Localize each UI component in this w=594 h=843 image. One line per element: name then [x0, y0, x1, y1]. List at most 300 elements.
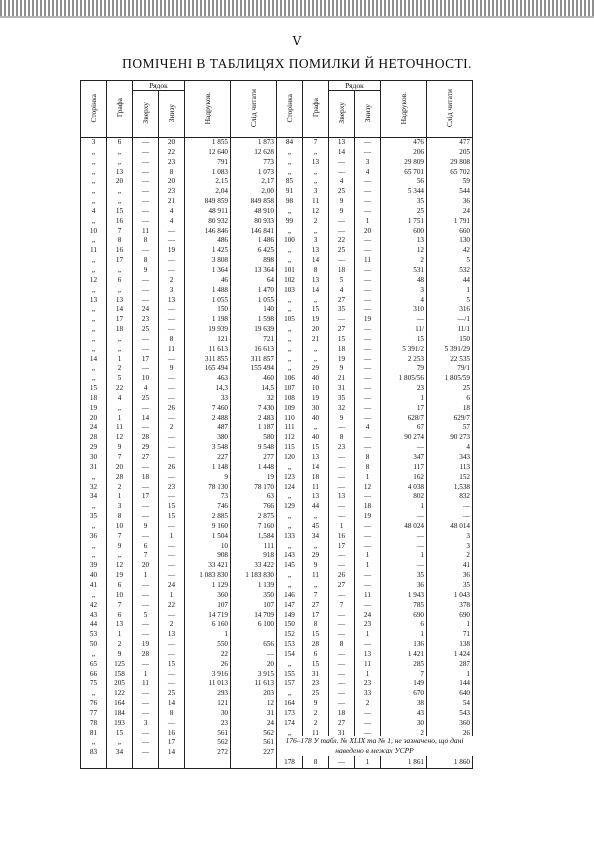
table-cell: 7 [381, 670, 427, 680]
table-cell: — [381, 443, 427, 453]
table-cell: 380 [185, 433, 231, 443]
table-cell: „ [277, 256, 303, 266]
table-cell: 10 [303, 384, 329, 394]
table-cell: 90 273 [427, 433, 473, 443]
table-cell: 9 [107, 650, 133, 660]
table-row [81, 561, 473, 571]
table-cell: 18 [427, 404, 473, 414]
table-cell: „ [81, 217, 107, 227]
table-cell: 22 [185, 650, 231, 660]
table-cell: 13 [329, 138, 355, 148]
table-cell: 48 911 [185, 207, 231, 217]
table-cell: 40 [303, 433, 329, 443]
table-cell: 23 [355, 679, 381, 689]
table-cell: 13 [107, 620, 133, 630]
table-cell: — [355, 286, 381, 296]
table-cell: 690 [427, 611, 473, 621]
table-row [81, 483, 473, 493]
table-cell: „ [107, 551, 133, 561]
table-cell: — [159, 670, 185, 680]
table-cell: 2 253 [381, 355, 427, 365]
table-cell: 360 [427, 719, 473, 729]
table-cell: 6 [133, 542, 159, 552]
table-cell: 78 170 [231, 483, 277, 493]
table-cell: 27 [329, 325, 355, 335]
table-cell: 12 640 [185, 148, 231, 158]
table-row [81, 463, 473, 473]
table-cell: — [133, 532, 159, 542]
table-cell: 15 [303, 443, 329, 453]
table-cell: „ [277, 689, 303, 699]
table-cell: — [133, 404, 159, 414]
table-cell-empty [81, 758, 107, 768]
table-row [81, 660, 473, 670]
table-cell: 25 [381, 207, 427, 217]
table-cell: 2,15 [185, 177, 231, 187]
table-cell: 155 [277, 670, 303, 680]
table-cell: „ [107, 738, 133, 748]
table-cell: 40 [303, 414, 329, 424]
table-cell: 43 [381, 709, 427, 719]
table-cell: „ [277, 246, 303, 256]
table-cell: 25 [329, 187, 355, 197]
table-cell: 908 [185, 551, 231, 561]
table-cell: 67 [381, 423, 427, 433]
table-cell: 5 [427, 256, 473, 266]
scan-top-edge [0, 0, 594, 16]
header-should-read: Слід читати [231, 81, 277, 138]
table-cell: 4 [107, 394, 133, 404]
table-cell: — [355, 709, 381, 719]
table-cell: 487 [185, 423, 231, 433]
table-cell: 15 [81, 384, 107, 394]
table-cell: 1 129 [185, 581, 231, 591]
table-cell: 2 [303, 719, 329, 729]
table-cell: 31 [329, 384, 355, 394]
table-cell: 28 [133, 650, 159, 660]
table-cell: 15 [303, 630, 329, 640]
table-cell: „ [303, 148, 329, 158]
table-cell-empty [133, 758, 159, 768]
table-cell: 16 [107, 217, 133, 227]
table-cell: 54 [427, 699, 473, 709]
table-cell: 1 598 [231, 315, 277, 325]
table-row [81, 542, 473, 552]
table-cell: 285 [381, 660, 427, 670]
table-cell: — [133, 729, 159, 739]
table-cell: 350 [231, 591, 277, 601]
table-cell: 23 [159, 483, 185, 493]
table-cell: 9 [303, 561, 329, 571]
table-cell: „ [81, 187, 107, 197]
table-row [81, 305, 473, 315]
table-cell: 12 [107, 433, 133, 443]
table-row [81, 679, 473, 689]
table-cell: 20 [107, 177, 133, 187]
table-cell: 41 [81, 581, 107, 591]
table-cell: 17 [381, 404, 427, 414]
table-cell: 8 [329, 433, 355, 443]
table-cell: 12 [231, 699, 277, 709]
table-cell: „ [81, 650, 107, 660]
table-cell: „ [81, 374, 107, 384]
table-cell: 2 [107, 483, 133, 493]
table-cell: 1 424 [427, 650, 473, 660]
table-cell: — [329, 650, 355, 660]
table-cell: 19 [159, 246, 185, 256]
table-cell: 15 [107, 729, 133, 739]
table-cell: 746 [185, 502, 231, 512]
table-cell: 36 [81, 532, 107, 542]
table-cell: 143 [277, 551, 303, 561]
table-cell: 129 [277, 502, 303, 512]
table-cell: „ [277, 335, 303, 345]
table-cell: 6 [381, 620, 427, 630]
errata-body [81, 138, 473, 769]
table-cell: 90 274 [381, 433, 427, 443]
table-row [81, 296, 473, 306]
table-cell: — [133, 748, 159, 758]
table-cell: — [159, 355, 185, 365]
table-row [81, 345, 473, 355]
table-cell: 10 [81, 227, 107, 237]
table-cell: 13 [107, 296, 133, 306]
table-cell: 23 [159, 158, 185, 168]
table-cell: 1 055 [185, 296, 231, 306]
table-cell: 8 [133, 256, 159, 266]
table-cell: „ [303, 345, 329, 355]
table-cell: 23 [159, 187, 185, 197]
table-cell: 8 [355, 463, 381, 473]
table-cell: 146 841 [231, 227, 277, 237]
table-cell: „ [81, 177, 107, 187]
table-cell: 1 861 [381, 758, 427, 768]
table-cell: 1 448 [231, 463, 277, 473]
table-cell: 1 [355, 630, 381, 640]
table-cell: 6 425 [231, 246, 277, 256]
table-cell: 29 [303, 551, 329, 561]
table-cell: — [355, 640, 381, 650]
table-cell: 14 [159, 748, 185, 758]
table-cell: 3 [107, 502, 133, 512]
table-row [81, 650, 473, 660]
table-cell: 124 [277, 483, 303, 493]
table-cell: 15 [303, 660, 329, 670]
table-cell: 76 [81, 699, 107, 709]
table-cell: — [159, 542, 185, 552]
table-cell: 1 [427, 670, 473, 680]
table-cell: 108 [277, 394, 303, 404]
table-cell: 57 [427, 423, 473, 433]
table-cell: 78 130 [185, 483, 231, 493]
table-cell: —/1 [427, 315, 473, 325]
table-cell: — [329, 591, 355, 601]
table-cell: 849 859 [185, 197, 231, 207]
table-cell: — [159, 325, 185, 335]
table-cell: 7 430 [231, 404, 277, 414]
table-cell: 152 [427, 473, 473, 483]
table-cell: „ [81, 148, 107, 158]
table-cell: 849 858 [231, 197, 277, 207]
table-cell: „ [277, 729, 303, 739]
table-cell: 277 [231, 453, 277, 463]
table-cell: — [355, 492, 381, 502]
table-cell: „ [81, 266, 107, 276]
table-cell: 3 916 [185, 670, 231, 680]
table-cell: 30 [185, 709, 231, 719]
table-cell: — [381, 532, 427, 542]
table-cell: 561 [231, 738, 277, 748]
table-cell: 791 [185, 158, 231, 168]
table-cell: 11 [355, 256, 381, 266]
table-cell: 13 [303, 158, 329, 168]
table-cell: 14 [303, 463, 329, 473]
table-cell: 3 808 [185, 256, 231, 266]
table-row [81, 325, 473, 335]
table-cell: — [159, 571, 185, 581]
table-cell: 173 [277, 709, 303, 719]
table-cell: 802 [381, 492, 427, 502]
table-row [81, 512, 473, 522]
table-cell: 5 [133, 611, 159, 621]
table-cell: „ [107, 266, 133, 276]
table-row [81, 335, 473, 345]
table-cell: 150 [185, 305, 231, 315]
table-row [81, 236, 473, 246]
table-cell: „ [277, 512, 303, 522]
table-cell: 2,04 [185, 187, 231, 197]
table-cell: — [133, 512, 159, 522]
table-cell: — [133, 217, 159, 227]
table-cell: „ [81, 256, 107, 266]
table-cell: — [427, 512, 473, 522]
table-cell: 25 [427, 384, 473, 394]
table-cell: 117 [381, 463, 427, 473]
table-cell: 11 [355, 591, 381, 601]
table-cell: 32 [81, 483, 107, 493]
table-row [81, 168, 473, 178]
table-cell: — [329, 620, 355, 630]
table-cell: — [329, 227, 355, 237]
table-cell: 1 805/59 [427, 374, 473, 384]
table-cell: — [329, 423, 355, 433]
table-cell: 115 [277, 443, 303, 453]
table-cell: 205 [107, 679, 133, 689]
table-cell: 1 043 [427, 591, 473, 601]
table-cell: 1 425 [185, 246, 231, 256]
table-cell: — [355, 433, 381, 443]
table-cell: 48 [381, 276, 427, 286]
table-cell: — [381, 561, 427, 571]
table-cell: — [355, 325, 381, 335]
table-cell: 13 [159, 296, 185, 306]
table-cell: 22 [159, 148, 185, 158]
table-cell: 9 [107, 443, 133, 453]
table-cell: „ [81, 502, 107, 512]
table-cell: 113 [427, 463, 473, 473]
table-row-final [81, 758, 473, 768]
table-cell: 1 083 830 [185, 571, 231, 581]
table-row [81, 502, 473, 512]
table-cell: 158 [107, 670, 133, 680]
table-row [81, 591, 473, 601]
table-cell: 2 [427, 551, 473, 561]
table-cell: 4 [381, 296, 427, 306]
table-cell: — [355, 443, 381, 453]
table-cell: „ [277, 492, 303, 502]
table-cell: 1 860 [427, 758, 473, 768]
table-cell: 1 [159, 591, 185, 601]
table-cell: 486 [185, 236, 231, 246]
table-row [81, 158, 473, 168]
table-row [81, 414, 473, 424]
table-cell: 36 [427, 197, 473, 207]
table-cell: — [133, 699, 159, 709]
table-cell: — [329, 168, 355, 178]
table-cell: 531 [381, 266, 427, 276]
table-cell: 26 [159, 404, 185, 414]
table-cell: 19 [107, 571, 133, 581]
table-cell: 33 422 [231, 561, 277, 571]
table-cell: 15 [107, 207, 133, 217]
table-cell: 36 [381, 581, 427, 591]
table-cell: 13 364 [231, 266, 277, 276]
table-cell: 11 [303, 729, 329, 739]
table-cell: 4 [133, 384, 159, 394]
table-row [81, 522, 473, 532]
table-cell: — [355, 719, 381, 729]
table-cell: — [355, 246, 381, 256]
table-cell: 125 [107, 660, 133, 670]
table-row [81, 492, 473, 502]
table-cell: 562 [231, 729, 277, 739]
table-cell-empty [231, 758, 277, 768]
table-cell: 6 [107, 138, 133, 148]
page-number: V [292, 34, 302, 48]
table-cell: 26 [185, 660, 231, 670]
table-row [81, 670, 473, 680]
table-cell: — [329, 512, 355, 522]
table-cell: — [355, 197, 381, 207]
table-cell: 65 [81, 660, 107, 670]
table-cell: — [355, 335, 381, 345]
table-cell: 174 [277, 719, 303, 729]
table-cell: 1 805/56 [381, 374, 427, 384]
table-cell: 20 [355, 227, 381, 237]
table-cell: 162 [381, 473, 427, 483]
table-cell: 31 [81, 463, 107, 473]
table-cell: 18 [329, 345, 355, 355]
table-cell: 18 [81, 394, 107, 404]
table-cell: 629/7 [427, 414, 473, 424]
table-cell: 13 [381, 236, 427, 246]
table-cell: 17 [329, 542, 355, 552]
table-cell: 9 [133, 522, 159, 532]
table-cell: 14 [107, 305, 133, 315]
table-cell: 13 [303, 453, 329, 463]
table-row [81, 719, 473, 729]
table-cell: 1 198 [185, 315, 231, 325]
table-cell: „ [107, 286, 133, 296]
table-cell: 1 [133, 571, 159, 581]
table-row [81, 315, 473, 325]
table-cell: 12 [107, 561, 133, 571]
table-cell: 1 [427, 286, 473, 296]
table-cell: — [355, 276, 381, 286]
table-cell: 16 613 [231, 345, 277, 355]
table-cell: — [355, 355, 381, 365]
table-cell: — [159, 453, 185, 463]
table-cell: 27 [303, 601, 329, 611]
table-cell: — [159, 236, 185, 246]
table-cell: 105 [277, 315, 303, 325]
table-cell: 4 [355, 423, 381, 433]
table-cell: 311 855 [185, 355, 231, 365]
table-cell: — [133, 246, 159, 256]
header-printed: Надруков. [185, 81, 231, 138]
table-cell: — [329, 453, 355, 463]
table-cell: 1,538 [427, 483, 473, 493]
table-cell: 19 [355, 315, 381, 325]
table-cell: 4 [81, 207, 107, 217]
table-cell: 27 [133, 453, 159, 463]
table-cell: 5 391/29 [427, 345, 473, 355]
header-from-bottom: Знизу [159, 91, 185, 138]
table-cell: 18 [303, 473, 329, 483]
table-cell: 12 [381, 246, 427, 256]
table-cell: — [133, 177, 159, 187]
table-cell: 12 [303, 207, 329, 217]
table-cell: 3 [355, 158, 381, 168]
table-cell: 25 [133, 394, 159, 404]
table-cell: — [355, 374, 381, 384]
table-cell: — [159, 492, 185, 502]
table-cell: 24 [231, 719, 277, 729]
table-cell: — [133, 148, 159, 158]
table-cell: 918 [231, 551, 277, 561]
table-cell: 146 [277, 591, 303, 601]
table-cell: 4 038 [381, 483, 427, 493]
table-cell: 14 [159, 699, 185, 709]
table-cell: 13 [355, 650, 381, 660]
table-row [81, 148, 473, 158]
table-cell: 121 [185, 699, 231, 709]
table-cell: 5 344 [381, 187, 427, 197]
table-cell: 5 [427, 296, 473, 306]
table-cell: — [159, 640, 185, 650]
table-cell: „ [107, 345, 133, 355]
table-cell: 35 [81, 512, 107, 522]
table-cell: 1 [355, 758, 381, 768]
table-cell: 1 470 [231, 286, 277, 296]
note-page: 176–178 [285, 736, 312, 746]
header-column: Графа [107, 81, 133, 138]
table-cell: „ [81, 335, 107, 345]
table-cell: 1 [355, 670, 381, 680]
table-cell: — [329, 670, 355, 680]
table-cell: 107 [185, 601, 231, 611]
table-cell: 543 [427, 709, 473, 719]
table-cell: 8 [303, 620, 329, 630]
table-cell: 31 [303, 670, 329, 680]
table-cell: 44 [303, 502, 329, 512]
table-cell: — [159, 679, 185, 689]
table-cell: 477 [427, 138, 473, 148]
table-cell: — [159, 473, 185, 483]
table-cell: — [355, 266, 381, 276]
table-cell: 15 [303, 305, 329, 315]
table-cell: 20 [231, 660, 277, 670]
